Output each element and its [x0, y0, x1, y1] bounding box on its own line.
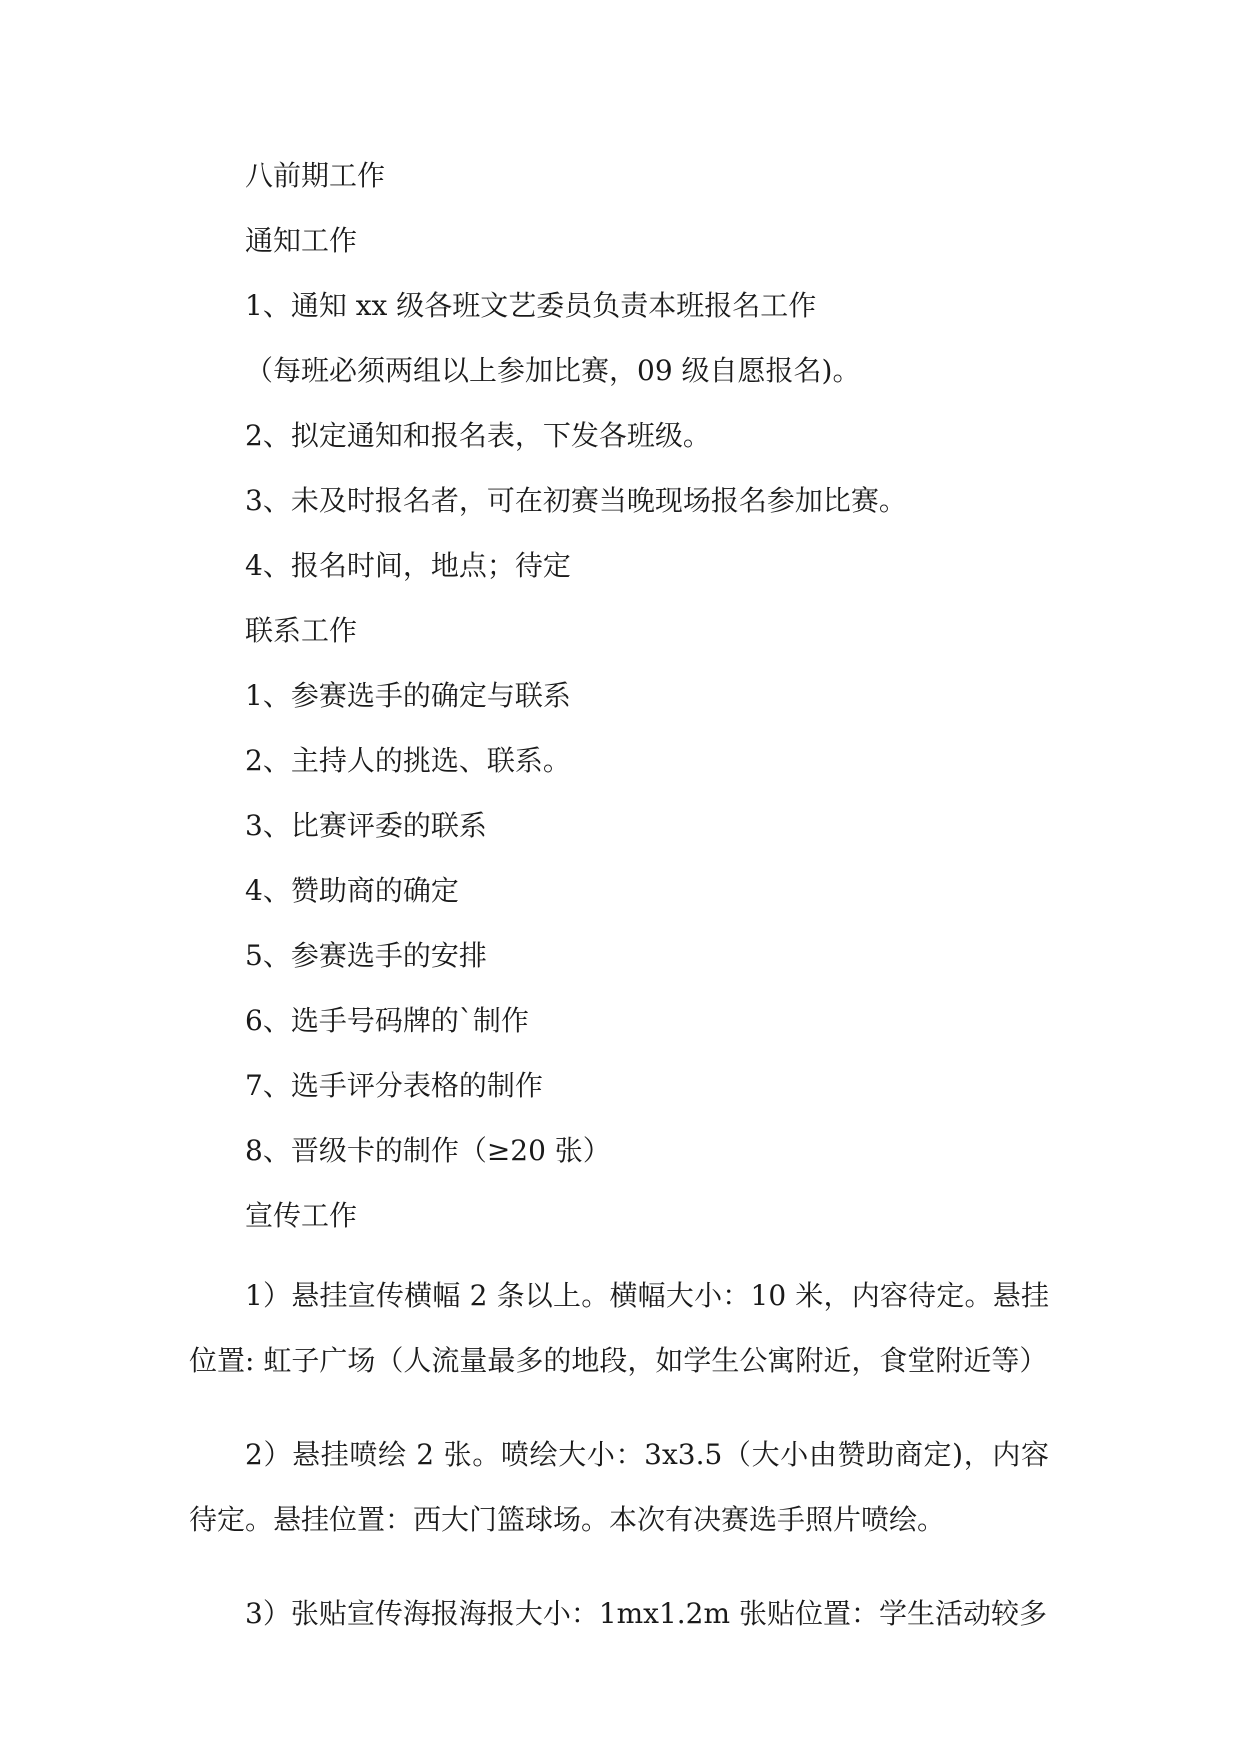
publicity-paragraph-poster: 3）张贴宣传海报海报大小：1mx1.2m 张贴位置：学生活动较多 [245, 1597, 1047, 1630]
list-item: 7、选手评分表格的制作 [245, 1069, 543, 1102]
list-item: 3、比赛评委的联系 [245, 809, 487, 842]
list-item: 8、晋级卡的制作（≥20 张） [245, 1134, 611, 1167]
list-item: 3、未及时报名者，可在初赛当晚现场报名参加比赛。 [245, 484, 907, 517]
list-item: 1、参赛选手的确定与联系 [245, 679, 571, 712]
section-heading-preparation: 八前期工作 [245, 159, 386, 192]
list-item: 2、拟定通知和报名表，下发各班级。 [245, 419, 711, 452]
subheading-publicity: 宣传工作 [245, 1199, 358, 1232]
publicity-paragraph-inkjet: 2）悬挂喷绘 2 张。喷绘大小：3x3.5（大小由赞助商定)，内容待定。悬挂位置：西大门篮球场。本次有决赛选手照片喷绘。 [189, 1438, 1049, 1536]
list-item-note: （每班必须两组以上参加比赛，09 级自愿报名)。 [245, 354, 861, 387]
list-item: 5、参赛选手的安排 [245, 939, 487, 972]
list-item: 1、通知 xx 级各班文艺委员负责本班报名工作 [245, 289, 817, 322]
document-body [189, 158, 1049, 1646]
publicity-paragraph-banner: 1）悬挂宣传横幅 2 条以上。横幅大小：10 米，内容待定。悬挂位置: 虹子广场（人流量最多的地段，如学生公寓附近，食堂附近等） [189, 1279, 1049, 1377]
list-item: 4、赞助商的确定 [245, 874, 459, 907]
subheading-contact: 联系工作 [245, 614, 358, 647]
subheading-notification: 通知工作 [245, 224, 358, 257]
list-item: 6、选手号码牌的`制作 [245, 1004, 529, 1037]
list-item: 4、报名时间，地点；待定 [245, 549, 571, 582]
list-item: 2、主持人的挑选、联系。 [245, 744, 571, 777]
